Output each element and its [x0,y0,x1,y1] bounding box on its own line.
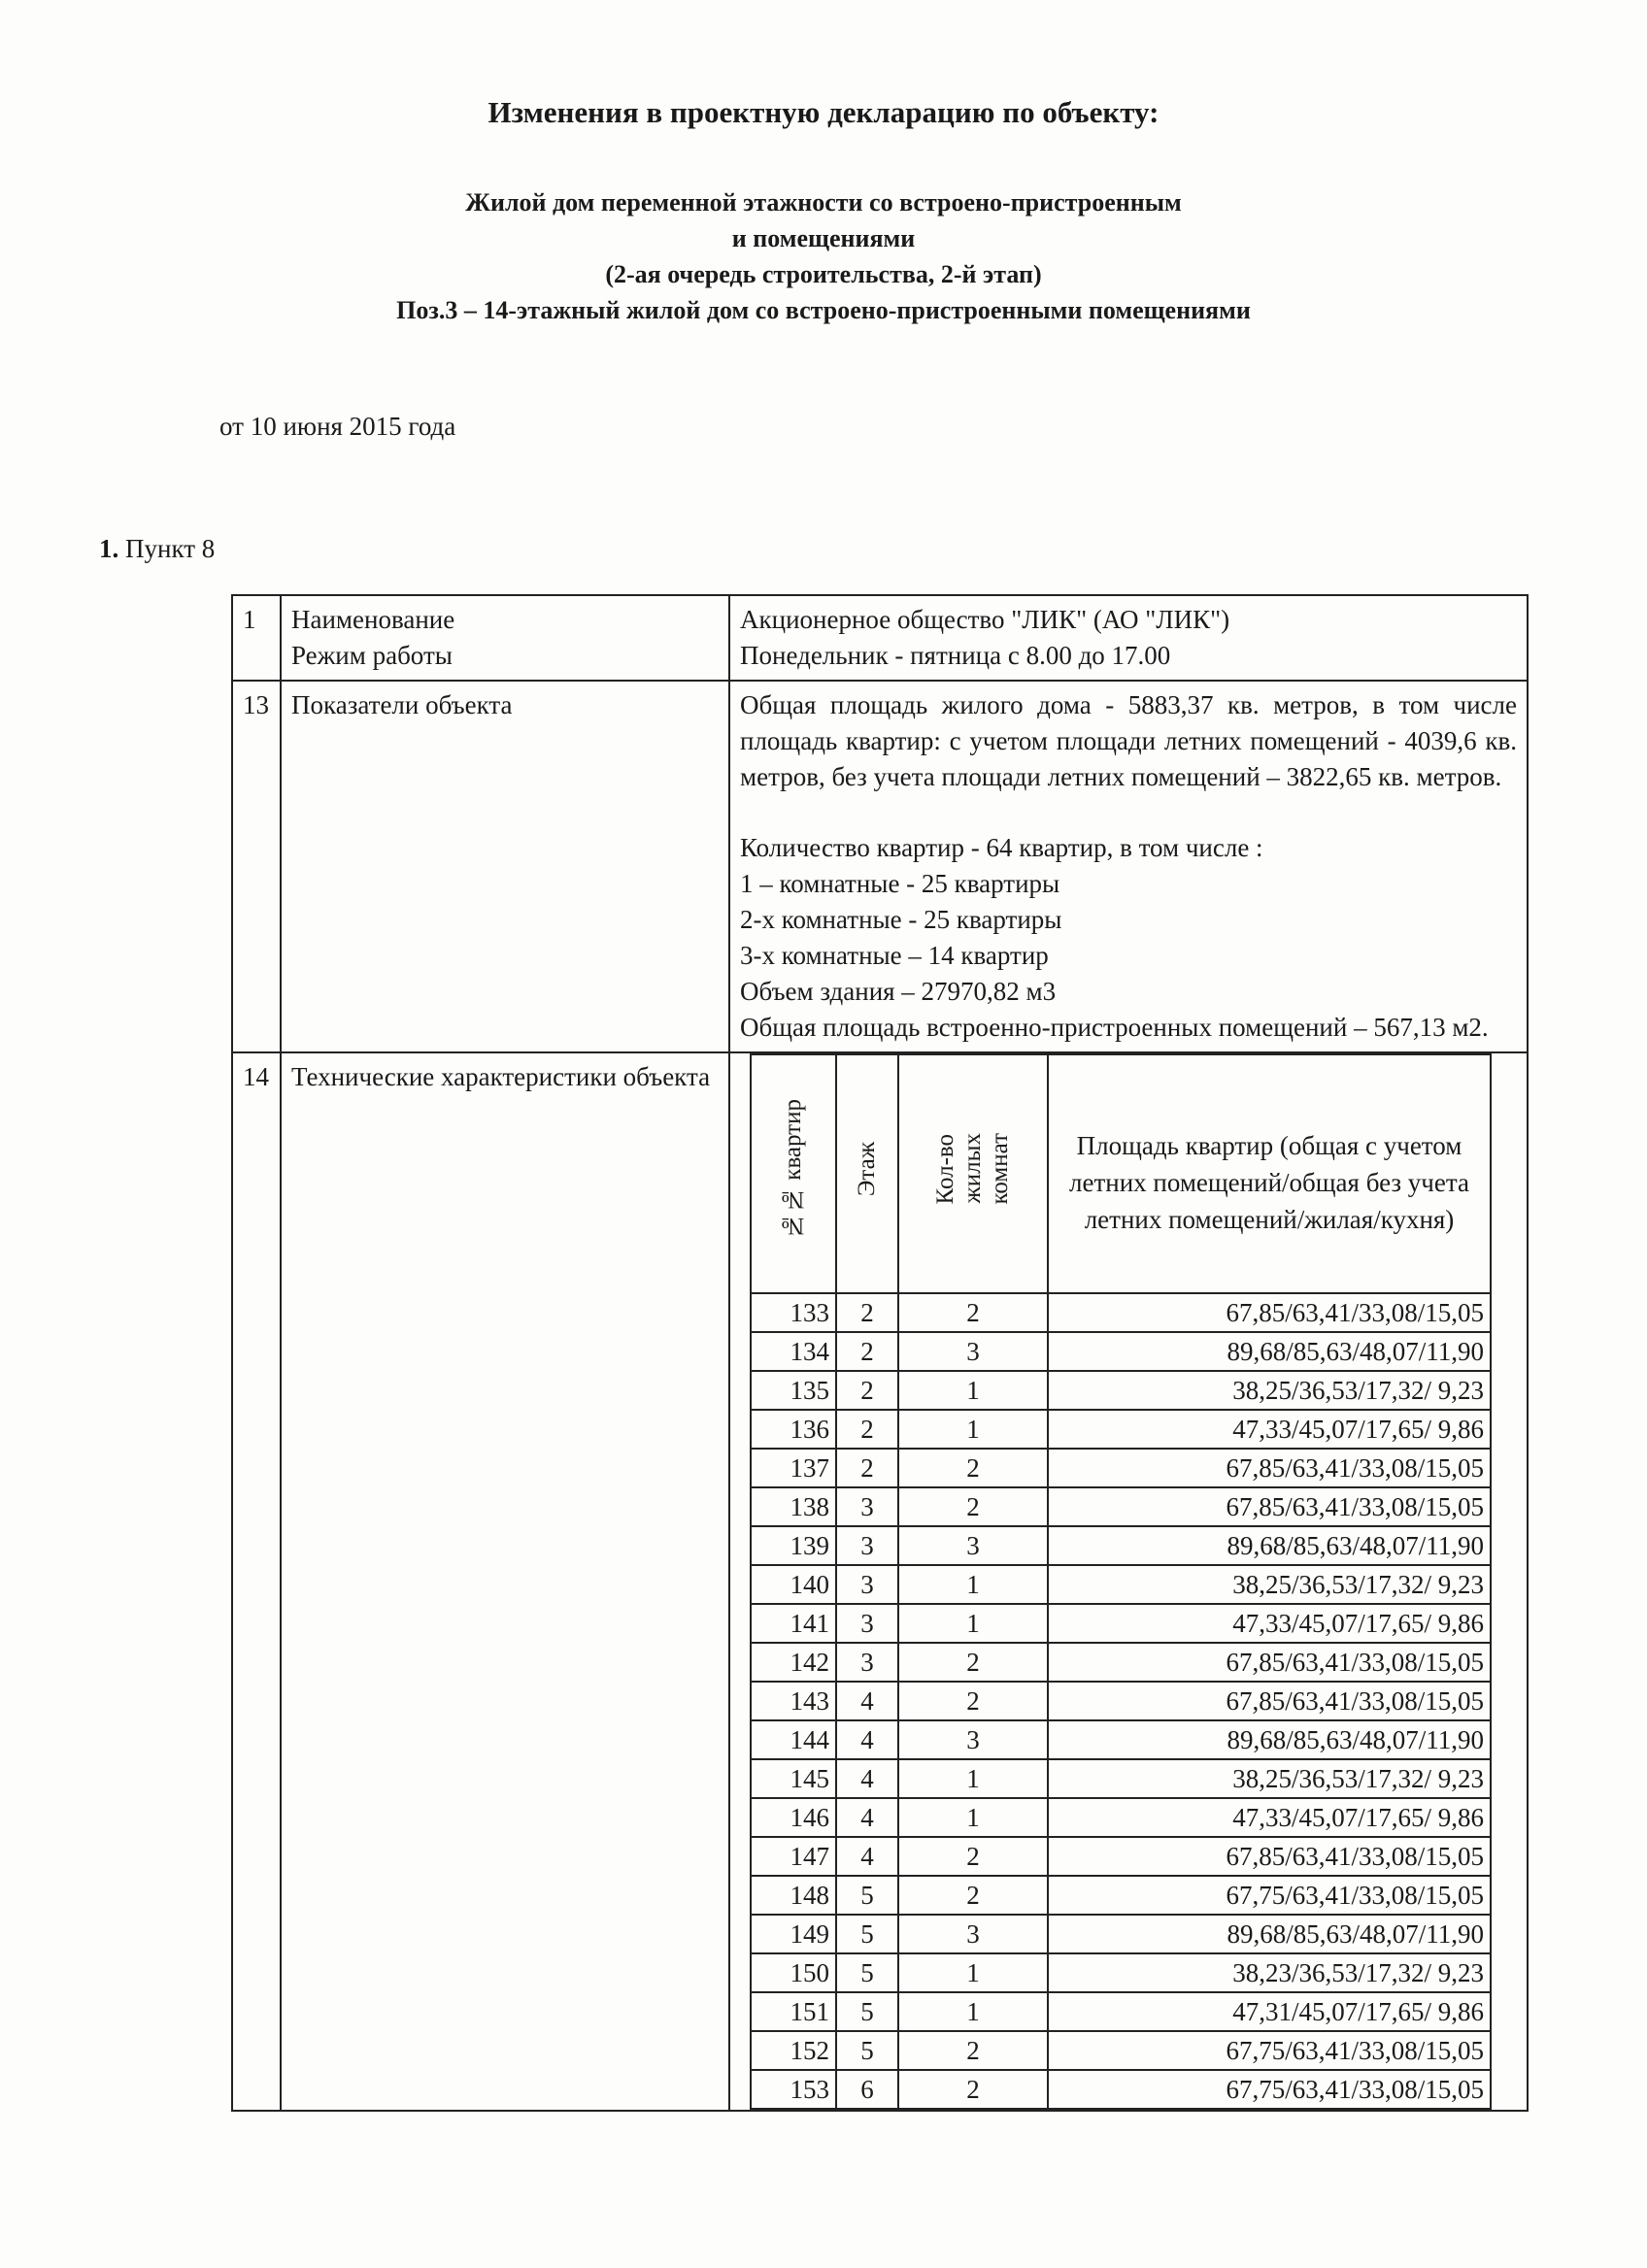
table-row [751,1565,1491,1604]
header-floor: Этаж [836,1054,898,1293]
document-title: Изменения в проектную декларацию по объекту: [487,95,1160,129]
section-number: 1. [99,534,119,563]
value-line: Количество квартир - 64 квартир, в том числе : [740,833,1263,862]
table-row [751,1371,1491,1410]
rooms-cell: 3 [898,1915,1048,1953]
table-row [232,595,1528,681]
table-row [751,1798,1491,1837]
apartment-number-cell: 149 [751,1915,836,1953]
label-line: Наименование [291,605,455,634]
label-line: Режим работы [291,641,453,670]
value-line: 2-х комнатные - 25 квартиры [740,905,1062,934]
floor-cell: 3 [836,1526,898,1565]
apartments-header-row [751,1054,1491,1293]
row-value [729,681,1528,1052]
floor-cell: 4 [836,1837,898,1876]
apartment-number-cell: 140 [751,1565,836,1604]
rooms-cell: 2 [898,2070,1048,2109]
floor-cell: 2 [836,1293,898,1332]
area-cell: 67,75/63,41/33,08/15,05 [1048,2031,1491,2070]
apartment-number-cell: 143 [751,1682,836,1720]
area-cell: 38,25/36,53/17,32/ 9,23 [1048,1371,1491,1410]
area-cell: 67,75/63,41/33,08/15,05 [1048,2070,1491,2109]
table-row [751,1915,1491,1953]
apartment-number-cell: 144 [751,1720,836,1759]
rooms-cell: 1 [898,1798,1048,1837]
rooms-cell: 1 [898,1604,1048,1643]
table-row [232,681,1528,1052]
floor-cell: 4 [836,1720,898,1759]
apartment-number-cell: 138 [751,1487,836,1526]
rooms-cell: 2 [898,1876,1048,1915]
apartment-number-cell: 152 [751,2031,836,2070]
row-number: 13 [232,681,281,1052]
rooms-cell: 2 [898,1293,1048,1332]
row-value [729,595,1528,681]
rooms-cell: 2 [898,1487,1048,1526]
floor-cell: 3 [836,1604,898,1643]
subtitle-line: Жилой дом переменной этажности со встроено-пристроенным [465,188,1182,217]
apartment-number-cell: 134 [751,1332,836,1371]
rooms-cell: 3 [898,1720,1048,1759]
object-description [0,184,1647,328]
floor-cell: 2 [836,1371,898,1410]
apartment-number-cell: 148 [751,1876,836,1915]
table-row [751,2031,1491,2070]
area-cell: 47,31/45,07/17,65/ 9,86 [1048,1992,1491,2031]
spacer [740,795,1517,830]
rooms-cell: 2 [898,2031,1048,2070]
value-line: Объем здания – 27970,82 м3 [740,977,1057,1006]
floor-cell: 5 [836,2031,898,2070]
area-cell: 47,33/45,07/17,65/ 9,86 [1048,1604,1491,1643]
value-line: Общая площадь встроенно-пристроенных помещений – 567,13 м2. [740,1013,1489,1042]
apartment-number-cell: 133 [751,1293,836,1332]
area-cell: 89,68/85,63/48,07/11,90 [1048,1332,1491,1371]
table-row [751,1332,1491,1371]
table-row [751,1682,1491,1720]
apartment-number-cell: 151 [751,1992,836,2031]
table-row [751,1759,1491,1798]
apartment-number-cell: 150 [751,1953,836,1992]
table-row [751,1837,1491,1876]
rooms-cell: 2 [898,1682,1048,1720]
floor-cell: 2 [836,1449,898,1487]
floor-cell: 4 [836,1759,898,1798]
table-row [751,1293,1491,1332]
apartment-number-cell: 147 [751,1837,836,1876]
rooms-cell: 1 [898,1565,1048,1604]
area-cell: 89,68/85,63/48,07/11,90 [1048,1720,1491,1759]
table-row [751,2070,1491,2109]
subtitle-line: Поз.3 – 14-этажный жилой дом со встроено-пристроенными помещениями [396,296,1251,324]
area-cell: 47,33/45,07/17,65/ 9,86 [1048,1410,1491,1449]
table-row [751,1953,1491,1992]
table-row [751,1449,1491,1487]
area-cell: 89,68/85,63/48,07/11,90 [1048,1526,1491,1565]
apartment-number-cell: 136 [751,1410,836,1449]
apartment-number-cell: 139 [751,1526,836,1565]
rooms-cell: 1 [898,1410,1048,1449]
value-line: 1 – комнатные - 25 квартиры [740,869,1060,898]
table-row [751,1604,1491,1643]
area-cell: 67,85/63,41/33,08/15,05 [1048,1643,1491,1682]
floor-cell: 2 [836,1332,898,1371]
apartment-number-cell: 145 [751,1759,836,1798]
rooms-cell: 3 [898,1332,1048,1371]
rooms-cell: 1 [898,1759,1048,1798]
floor-cell: 6 [836,2070,898,2109]
section-label: Пункт 8 [125,534,216,563]
floor-cell: 3 [836,1487,898,1526]
document-date: от 10 июня 2015 года [219,412,456,441]
table-row [751,1720,1491,1759]
area-cell: 67,85/63,41/33,08/15,05 [1048,1449,1491,1487]
table-row [232,1052,1528,2111]
subtitle-line: и помещениями [731,224,916,252]
area-text: Общая площадь жилого дома - 5883,37 кв. метров, в том числе площадь квартир: с учетом площади летних помещений - 4039,6 кв. метров, без учета площади летних помещений – 3822,65 кв. метров. [740,690,1517,791]
row-label: Показатели объекта [281,681,729,1052]
rooms-cell: 3 [898,1526,1048,1565]
rooms-cell: 1 [898,1371,1048,1410]
apartment-number-cell: 142 [751,1643,836,1682]
apartment-number-cell: 141 [751,1604,836,1643]
area-cell: 67,85/63,41/33,08/15,05 [1048,1293,1491,1332]
area-cell: 67,85/63,41/33,08/15,05 [1048,1837,1491,1876]
row-label: Технические характеристики объекта [281,1052,729,2111]
floor-cell: 3 [836,1565,898,1604]
floor-cell: 4 [836,1682,898,1720]
floor-cell: 3 [836,1643,898,1682]
subtitle-line: (2-ая очередь строительства, 2-й этап) [605,260,1042,288]
floor-cell: 5 [836,1876,898,1915]
floor-cell: 4 [836,1798,898,1837]
area-cell: 67,85/63,41/33,08/15,05 [1048,1487,1491,1526]
row-label [281,595,729,681]
value-line: 3-х комнатные – 14 квартир [740,941,1049,970]
header-area: Площадь квартир (общая с учетом летних помещений/общая без учета летних помещений/жилая/кухня) [1048,1054,1491,1293]
floor-cell: 5 [836,1953,898,1992]
apartments-body [751,1293,1491,2109]
table-row [751,1876,1491,1915]
rooms-cell: 2 [898,1643,1048,1682]
floor-cell: 5 [836,1915,898,1953]
rooms-cell: 1 [898,1953,1048,1992]
area-cell: 47,33/45,07/17,65/ 9,86 [1048,1798,1491,1837]
row-value [729,1052,1528,2111]
rooms-cell: 2 [898,1449,1048,1487]
table-row [751,1487,1491,1526]
table-row [751,1992,1491,2031]
row-number: 1 [232,595,281,681]
value-line: Понедельник - пятница с 8.00 до 17.00 [740,641,1171,670]
table-row [751,1526,1491,1565]
area-cell: 67,75/63,41/33,08/15,05 [1048,1876,1491,1915]
value-line: Акционерное общество "ЛИК" (АО "ЛИК") [740,605,1230,634]
rooms-cell: 2 [898,1837,1048,1876]
apartments-table [750,1053,1492,2110]
area-cell: 67,85/63,41/33,08/15,05 [1048,1682,1491,1720]
apartment-number-cell: 135 [751,1371,836,1410]
declaration-table [231,594,1529,2112]
floor-cell: 2 [836,1410,898,1449]
area-cell: 89,68/85,63/48,07/11,90 [1048,1915,1491,1953]
area-cell: 38,23/36,53/17,32/ 9,23 [1048,1953,1491,1992]
row-number: 14 [232,1052,281,2111]
area-cell: 38,25/36,53/17,32/ 9,23 [1048,1565,1491,1604]
apartment-number-cell: 153 [751,2070,836,2109]
table-row [751,1410,1491,1449]
header-rooms: Кол-во жилых комнат [898,1054,1048,1293]
apartment-number-cell: 146 [751,1798,836,1837]
floor-cell: 5 [836,1992,898,2031]
apartment-number-cell: 137 [751,1449,836,1487]
section-heading [99,534,215,564]
table-row [751,1643,1491,1682]
area-cell: 38,25/36,53/17,32/ 9,23 [1048,1759,1491,1798]
rooms-cell: 1 [898,1992,1048,2031]
header-apartment-number: №№ квартир [751,1054,836,1293]
